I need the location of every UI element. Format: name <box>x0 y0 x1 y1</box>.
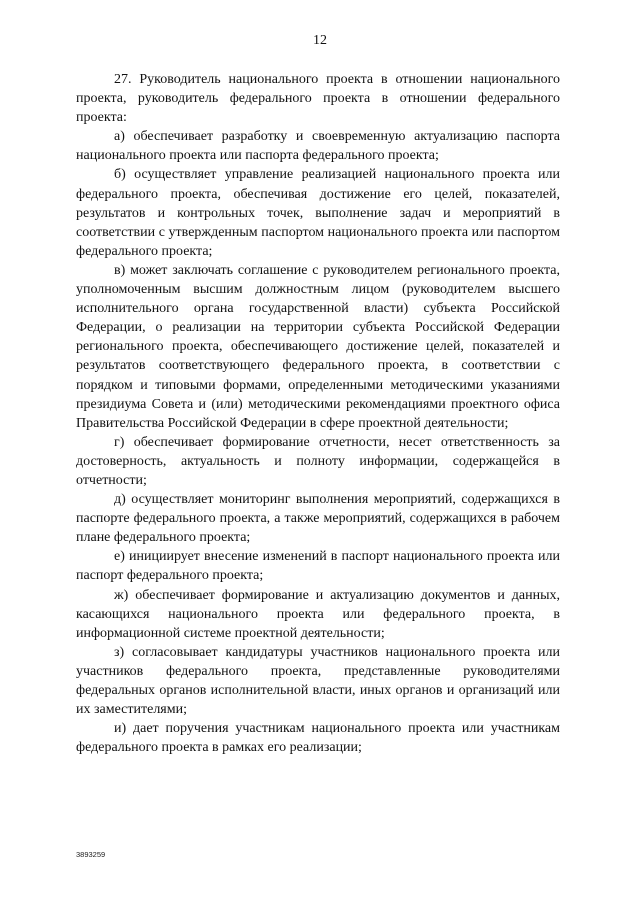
paragraph-item-zh: ж) обеспечивает формирование и актуализацию документов и данных, касающихся национального проекта или федерального проекта, в информационной системе проектной деятельности; <box>76 587 560 641</box>
paragraph-item-a: а) обеспечивает разработку и своевременную актуализацию паспорта национального проекта или паспорта федерального проекта; <box>76 129 560 164</box>
paragraph-item-g: г) обеспечивает формирование отчетности, несет ответственность за достоверность, актуальность и полноту информации, содержащейся в отчетности; <box>76 434 560 488</box>
page-number: 12 <box>313 33 327 48</box>
paragraph-item-v: в) может заключать соглашение с руководителем регионального проекта, уполномоченным высшим должностным лицом (руководителем высшего исполнительного органа государственной власти) субъекта Российской Федерации, о реализации на территории субъекта Российской Федерации регионального проекта, обеспечивающего достижение целей, показателей и результатов соответствующего федерального проекта, в соответствии с порядком и типовыми формами, определенными методическими указаниями президиума Совета и (или) методическими рекомендациями проектного офиса Правительства Российской Федерации в сфере проектной деятельности; <box>76 262 560 431</box>
paragraph-item-z: з) согласовывает кандидатуры участников национального проекта или участников федерального проекта, представленные руководителями федеральных органов исполнительной власти, иных органов и организаций или их заместителями; <box>76 644 560 718</box>
document-code: 3893259 <box>76 850 106 859</box>
document-body <box>76 70 560 757</box>
paragraph-item-e: е) инициирует внесение изменений в паспорт национального проекта или паспорт федерального проекта; <box>76 549 560 584</box>
paragraph-item-b: б) осуществляет управление реализацией национального проекта или федерального проекта, обеспечивая достижение его целей, показателей, результатов и контрольных точек, выполнение задач и мероприятий в соответствии с утвержденным паспортом национального проекта или паспортом федерального проекта; <box>76 167 560 259</box>
paragraph-item-d: д) осуществляет мониторинг выполнения мероприятий, содержащихся в паспорте федерального проекта, а также мероприятий, содержащихся в рабочем плане федерального проекта; <box>76 492 560 546</box>
paragraph-27-intro: 27. Руководитель национального проекта в отношении национального проекта, руководитель федерального проекта в отношении федерального проекта: <box>76 72 560 126</box>
paragraph-item-i: и) дает поручения участникам национального проекта или участникам федерального проекта в рамках его реализации; <box>76 721 560 756</box>
